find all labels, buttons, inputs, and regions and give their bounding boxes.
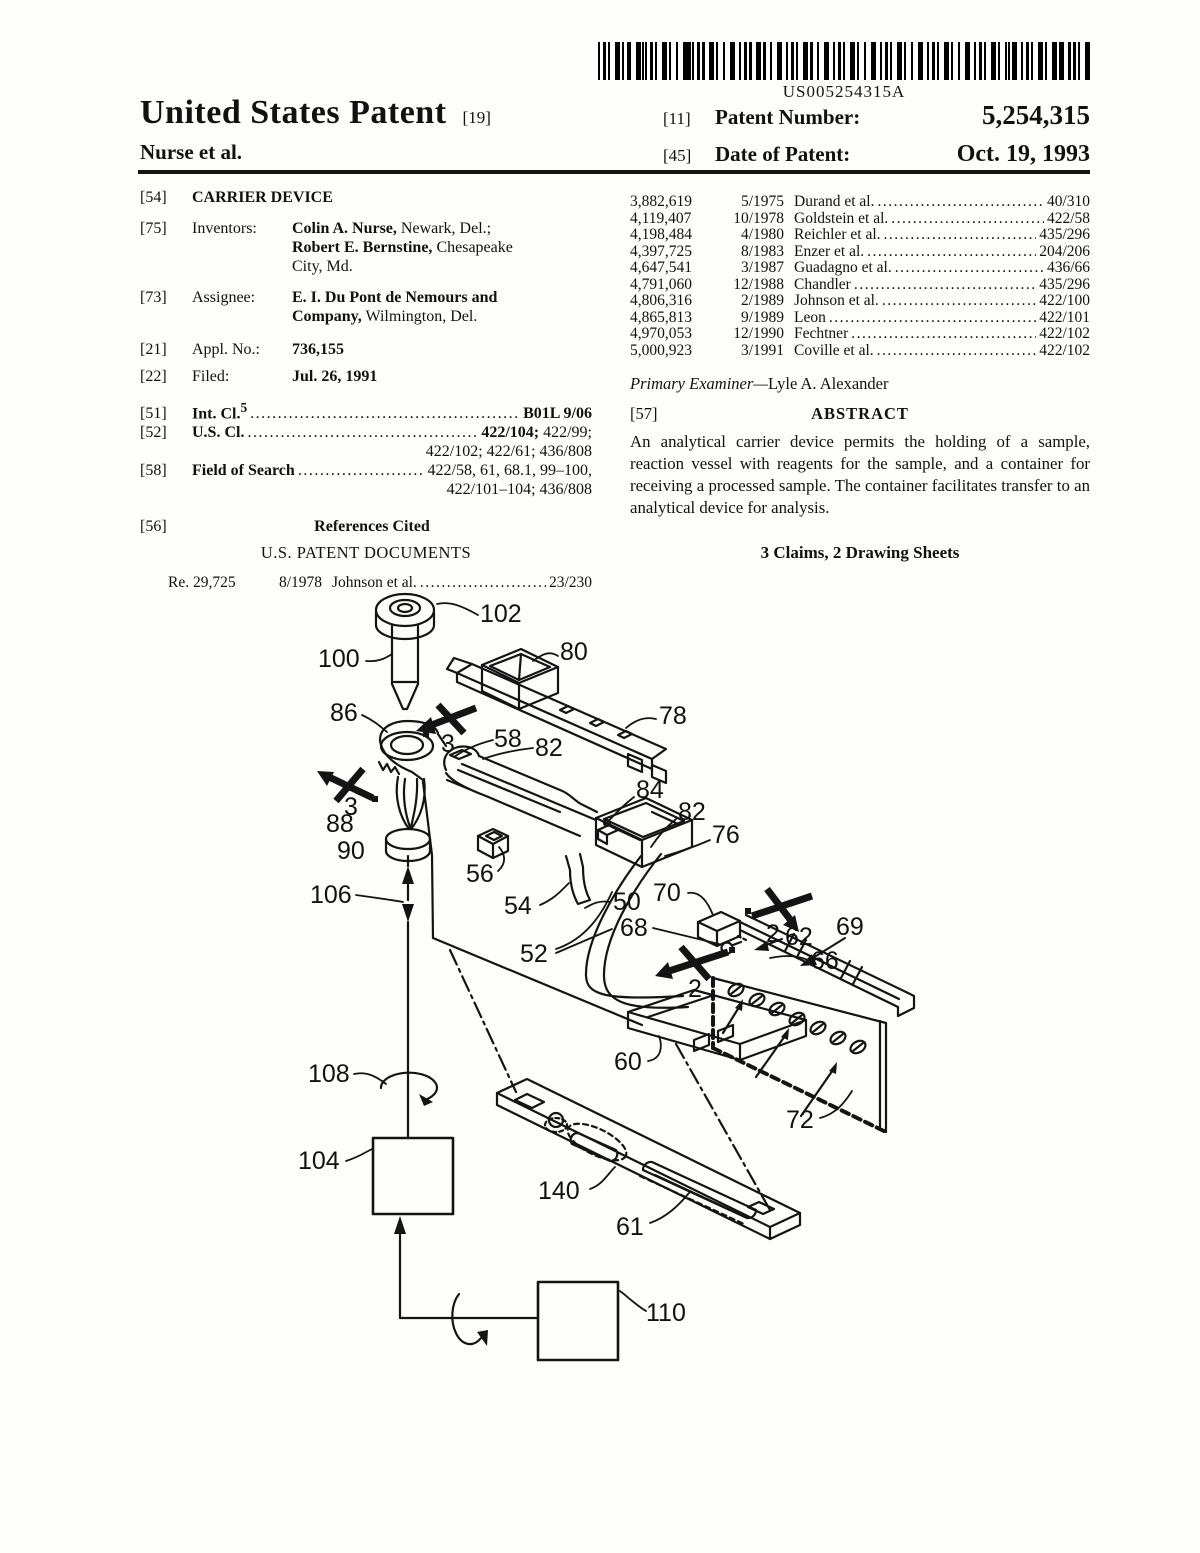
leader-dots: [829, 310, 1036, 327]
title-row: [140, 188, 592, 207]
kind-code: [19]: [462, 108, 491, 127]
citation-row: 4,865,813 9/1989 Leon ..... 422/101: [630, 310, 1090, 327]
citation-row: 4,806,316 2/1989 Johnson et al. ..... 422/100: [630, 293, 1090, 310]
exploded-view-drawing: [0, 570, 1200, 1400]
ref-numeral: 58: [494, 725, 522, 753]
abstract-heading: ABSTRACT: [811, 403, 909, 423]
leader-dots: [854, 277, 1036, 294]
claims-line: 3 Claims, 2 Drawing Sheets: [760, 543, 960, 562]
ref-numeral: 60: [614, 1048, 642, 1076]
field-tag: [45]: [663, 146, 692, 165]
ref-numeral: 3: [441, 730, 455, 758]
citation-row: 4,970,053 12/1990 Fechtner ..... 422/102: [630, 326, 1090, 343]
leader-dots: [877, 194, 1043, 211]
fos-label: Field of Search: [192, 462, 295, 480]
filed-value: Jul. 26, 1991: [292, 368, 378, 385]
ref-numeral: 70: [653, 879, 681, 907]
ref-numeral: 82: [678, 798, 706, 826]
patent-figure: [0, 570, 1200, 1400]
filed-row: [140, 367, 592, 386]
patent-date-row: [663, 141, 1090, 168]
leader-dots: [895, 260, 1044, 277]
ref-numeral: 62: [785, 923, 813, 951]
figure-reference-numerals: [298, 600, 864, 1327]
field-tag: [73]: [140, 289, 167, 306]
leader-dots: [247, 423, 478, 442]
abstract-heading-row: [630, 403, 1090, 423]
citation-row: 4,397,725 8/1983 Enzer et al. ..... 204/206: [630, 244, 1090, 261]
citation-row: 5,000,923 3/1991 Coville et al. ..... 422/102: [630, 343, 1090, 360]
ref-numeral: 84: [636, 776, 664, 804]
leader-dots: [882, 293, 1036, 310]
ref-numeral: 61: [616, 1213, 644, 1241]
barcode-icon: [598, 42, 1090, 80]
header-rule: [138, 170, 1090, 174]
field-tag: [54]: [140, 189, 167, 206]
page-title: [140, 94, 491, 132]
field-of-search-row: [140, 461, 592, 480]
leader-dots: [867, 244, 1036, 261]
citation-row: 4,647,541 3/1987 Guadagno et al. ..... 436/66: [630, 260, 1090, 277]
ref-numeral: 140: [538, 1177, 580, 1205]
ref-numeral: 76: [712, 821, 740, 849]
inventor-line: Nurse et al.: [140, 140, 243, 164]
inventors-value: [292, 219, 592, 276]
references-heading: References Cited: [314, 518, 430, 536]
ref-numeral: 110: [646, 1299, 686, 1327]
ref-numeral: 2: [688, 975, 702, 1003]
inventor-name: Robert E. Bernstine,: [292, 239, 433, 256]
ref-numeral: 106: [310, 881, 352, 909]
intcl-value: B01L 9/06: [523, 405, 592, 423]
patent-date-label: Date of Patent:: [715, 142, 851, 166]
leader-dots: [884, 227, 1037, 244]
field-tag: [75]: [140, 220, 167, 237]
ref-numeral: 78: [659, 702, 687, 730]
field-tag: [56]: [140, 518, 167, 536]
ref-numeral: 68: [620, 914, 648, 942]
citation-row: 4,198,484 4/1980 Reichler et al. ..... 435/296: [630, 227, 1090, 244]
ref-numeral: 86: [330, 699, 358, 727]
field-tag: [22]: [140, 368, 167, 385]
uscl-row: [140, 423, 592, 442]
uscl-line2: 422/102; 422/61; 436/808: [425, 443, 592, 461]
appl-row: [140, 340, 592, 359]
ref-numeral: 90: [337, 837, 365, 865]
patent-number-label: Patent Number:: [715, 105, 861, 129]
uscl-value-rest: 422/99;: [543, 424, 592, 442]
us-patent-documents-heading: U.S. PATENT DOCUMENTS: [260, 543, 472, 563]
ref-numeral: 104: [298, 1147, 340, 1175]
uscl-label: U.S. Cl.: [192, 424, 245, 442]
filed-label: Filed:: [192, 368, 230, 385]
ref-numeral: 108: [308, 1060, 350, 1088]
abstract-text: An analytical carrier device permits the holding of a sample, reaction vessel with reagents for the sample, and a container for receiving a processed sample. The container facilitates transfer to an analytical device for analysis.: [630, 432, 1090, 517]
patent-number-value: 5,254,315: [982, 100, 1090, 130]
inventor-name: Colin A. Nurse,: [292, 220, 397, 237]
inventor-loc: City, Md.: [292, 258, 353, 275]
references-heading-row: [140, 517, 592, 536]
leader-dots: [877, 343, 1037, 360]
patent-title-text: United States Patent: [140, 94, 447, 131]
ref-numeral: 2: [766, 920, 780, 948]
inventors-row: [140, 219, 592, 276]
examiner-name: Lyle A. Alexander: [767, 374, 889, 393]
uscl-value-primary: 422/104;: [481, 424, 540, 442]
intcl-row: [140, 398, 592, 423]
patent-date-value: Oct. 19, 1993: [956, 141, 1090, 167]
assignee-name: Company,: [292, 308, 362, 325]
primary-examiner-line: [630, 376, 1090, 393]
ref-numeral: 3: [344, 793, 358, 821]
field-tag: [58]: [140, 462, 167, 480]
ref-numeral: 56: [466, 860, 494, 888]
invention-title: CARRIER DEVICE: [192, 189, 333, 206]
field-tag: [21]: [140, 341, 167, 358]
references-column: [630, 194, 1090, 562]
intcl-label: Int. Cl.$^5$: [192, 400, 248, 423]
ref-numeral: 69: [836, 913, 864, 941]
leader-dots: [250, 404, 520, 423]
field-tag: [57]: [630, 403, 658, 423]
leader-dots: [298, 461, 425, 480]
assignee-row: [140, 288, 592, 326]
barcode-number: US005254315A: [782, 82, 906, 101]
field-tag: [51]: [140, 405, 167, 423]
citation-row: Re. 29,725 8/1978 Johnson et al. ..... 23/230: [140, 573, 592, 592]
assignee-value: [292, 288, 592, 326]
assignee-loc: Wilmington, Del.: [365, 308, 478, 325]
inventor-loc: Chesapeake: [436, 239, 513, 256]
ref-numeral: 80: [560, 638, 588, 666]
field-tag: [52]: [140, 424, 167, 442]
ref-numeral: 102: [480, 600, 522, 628]
ref-numeral: 50: [613, 888, 641, 916]
fos-value: 422/58, 61, 68.1, 99–100,: [427, 462, 592, 480]
fos-line2: 422/101–104; 436/808: [446, 481, 592, 499]
inventors-label: Inventors:: [192, 220, 257, 237]
ref-numeral: 88: [326, 810, 354, 838]
field-tag: [11]: [663, 109, 691, 128]
leader-dots: [891, 211, 1044, 228]
ref-numeral: 54: [504, 892, 532, 920]
ref-numeral: 66: [811, 947, 839, 975]
patent-number-row: [663, 100, 1090, 131]
appl-value: 736,155: [292, 341, 344, 358]
ref-numeral: 82: [535, 734, 563, 762]
citation-row: 4,119,407 10/1978 Goldstein et al. ..... 422/58: [630, 211, 1090, 228]
citation-row: 4,791,060 12/1988 Chandler ..... 435/296: [630, 277, 1090, 294]
assignee-name: E. I. Du Pont de Nemours and: [292, 289, 498, 306]
header-right: [663, 100, 1090, 178]
leader-dots: [851, 326, 1036, 343]
ref-numeral: 100: [318, 645, 360, 673]
ref-numeral: 52: [520, 940, 548, 968]
appl-label: Appl. No.:: [192, 341, 260, 358]
bibliographic-column: [140, 188, 592, 592]
inventor-loc: Newark, Del.;: [400, 220, 492, 237]
examiner-label: Primary Examiner—: [630, 374, 768, 393]
assignee-label: Assignee:: [192, 289, 256, 306]
ref-numeral: 72: [786, 1106, 814, 1134]
citation-row: 3,882,619 5/1975 Durand et al. ..... 40/310: [630, 194, 1090, 211]
